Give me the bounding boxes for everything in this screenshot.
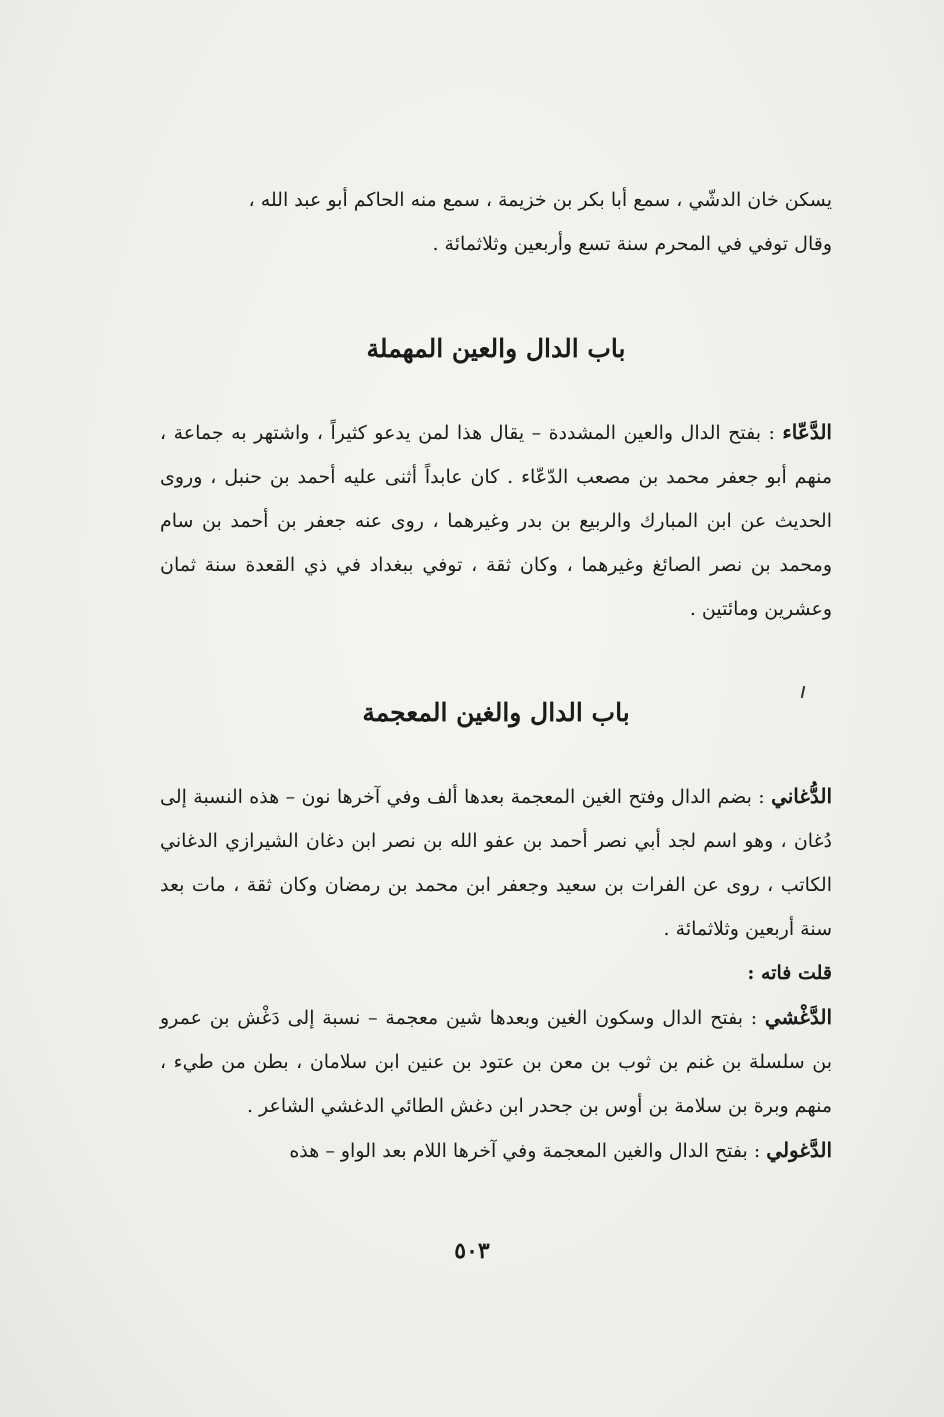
section-heading-dal-ghain: باب الدال والغين المعجمة — [362, 698, 630, 727]
page-number: ٥٠٣ — [454, 1238, 490, 1264]
entry-term: الدَّغْشي — [764, 1005, 833, 1029]
intro-line: وقال توفي في المحرم سنة تسع وأربعين وثلاثمائة . — [432, 233, 832, 255]
intro-paragraph — [160, 178, 832, 266]
margin-mark — [801, 686, 805, 698]
entry-body: : بفتح الدال والغين المعجمة وفي آخرها اللام بعد الواو – هذه — [289, 1140, 767, 1162]
intro-line: يسكن خان الدشّي ، سمع أبا بكر بن خزيمة ، سمع منه الحاكم أبو عبد الله ، — [248, 189, 832, 211]
entry-term: الدُّغاني — [771, 784, 832, 808]
entry-body: : بفتح الدال وسكون الغين وبعدها شين معجمة – نسبة إلى دَغْش بن عمرو بن سلسلة بن غنم بن ثوب بن معن بن عتود بن عنين ابن سلامان ، بطن من طيء ، منهم وبرة بن سلامة بن أوس بن جحدر ابن دغش الطائي الدغشي الشاعر . — [160, 1007, 832, 1117]
entry-term: الدَّغولي — [766, 1138, 832, 1162]
entry-body: : بفتح الدال والعين المشددة – يقال هذا لمن يدعو كثيراً ، واشتهر به جماعة ، منهم أبو جعفر محمد بن مصعب الدّعّاء . كان عابداً أثنى عليه أحمد بن حنبل ، وروى الحديث عن ابن المبارك والربيع بن بدر وغيرهما ، روى عنه جعفر بن أحمد بن سام ومحمد بن نصر الصائغ وغيرهما ، وكان ثقة ، توفي ببغداد في ذي القعدة سنة ثمان وعشرين ومائتين . — [160, 422, 833, 620]
note-line: قلت فاته : — [747, 962, 832, 984]
entry-body: : بضم الدال وفتح الغين المعجمة بعدها ألف وفي آخرها نون – هذه النسبة إلى دُغان ، وهو اسم لجد أبي نصر أحمد بن عفو الله بن نصر ابن دغان الشيرازي الدغاني الكاتب ، روى عن الفرات بن سعيد وجعفر ابن محمد بن رمضان وكان ثقة ، مات بعد سنة أربعين وثلاثمائة . — [160, 786, 832, 940]
entry-daaa — [160, 410, 832, 631]
entry-term: الدَّعّاء — [782, 420, 832, 444]
entry-dughani — [160, 774, 832, 1173]
section-heading-dal-ain: باب الدال والعين المهملة — [366, 334, 626, 363]
